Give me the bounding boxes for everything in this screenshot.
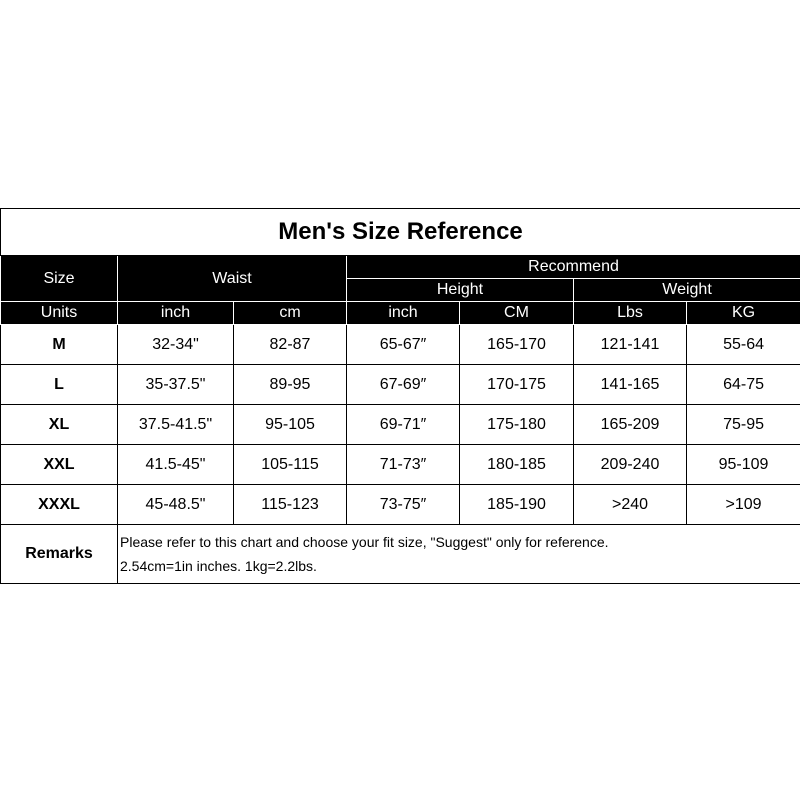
size-chart (0, 208, 800, 591)
height-inch-cell: 67-69″ (347, 365, 460, 405)
unit-waist-inch: inch (118, 302, 234, 325)
unit-weight-kg: KG (687, 302, 800, 325)
table-row (1, 365, 800, 405)
page-title: Men's Size Reference (1, 209, 800, 256)
header-size: Size (1, 256, 118, 302)
unit-weight-lbs: Lbs (574, 302, 687, 325)
remarks-line-1: Please refer to this chart and choose your fit size, "Suggest" only for reference. (120, 534, 609, 550)
waist-cm-cell: 95-105 (234, 405, 347, 445)
table-row (1, 445, 800, 485)
height-cm-cell: 180-185 (460, 445, 574, 485)
height-cm-cell: 170-175 (460, 365, 574, 405)
weight-lbs-cell: 121-141 (574, 325, 687, 365)
header-waist: Waist (118, 256, 347, 302)
unit-height-inch: inch (347, 302, 460, 325)
waist-inch-cell: 45-48.5" (118, 485, 234, 525)
size-cell: L (1, 365, 118, 405)
weight-lbs-cell: 141-165 (574, 365, 687, 405)
table-row (1, 485, 800, 525)
height-cm-cell: 165-170 (460, 325, 574, 365)
size-cell: M (1, 325, 118, 365)
table-row (1, 405, 800, 445)
height-inch-cell: 73-75″ (347, 485, 460, 525)
waist-inch-cell: 37.5-41.5" (118, 405, 234, 445)
height-cm-cell: 175-180 (460, 405, 574, 445)
weight-lbs-cell: 165-209 (574, 405, 687, 445)
header-weight: Weight (574, 279, 800, 302)
waist-cm-cell: 105-115 (234, 445, 347, 485)
waist-inch-cell: 35-37.5" (118, 365, 234, 405)
unit-height-cm: CM (460, 302, 574, 325)
waist-inch-cell: 32-34" (118, 325, 234, 365)
table-row (1, 325, 800, 365)
remarks-label: Remarks (1, 525, 118, 584)
size-cell: XXL (1, 445, 118, 485)
weight-kg-cell: 55-64 (687, 325, 800, 365)
weight-lbs-cell: >240 (574, 485, 687, 525)
height-cm-cell: 185-190 (460, 485, 574, 525)
size-cell: XXXL (1, 485, 118, 525)
weight-kg-cell: >109 (687, 485, 800, 525)
weight-kg-cell: 64-75 (687, 365, 800, 405)
waist-cm-cell: 82-87 (234, 325, 347, 365)
header-recommend: Recommend (347, 256, 800, 279)
header-height: Height (347, 279, 574, 302)
height-inch-cell: 65-67″ (347, 325, 460, 365)
height-inch-cell: 71-73″ (347, 445, 460, 485)
height-inch-cell: 69-71″ (347, 405, 460, 445)
weight-kg-cell: 75-95 (687, 405, 800, 445)
size-table (0, 208, 800, 584)
weight-kg-cell: 95-109 (687, 445, 800, 485)
waist-cm-cell: 115-123 (234, 485, 347, 525)
weight-lbs-cell: 209-240 (574, 445, 687, 485)
remarks-line-2: 2.54cm=1in inches. 1kg=2.2lbs. (120, 558, 317, 574)
size-cell: XL (1, 405, 118, 445)
remarks-row (1, 525, 800, 584)
header-units-label: Units (1, 302, 118, 325)
waist-cm-cell: 89-95 (234, 365, 347, 405)
unit-waist-cm: cm (234, 302, 347, 325)
waist-inch-cell: 41.5-45" (118, 445, 234, 485)
remarks-text (118, 525, 800, 584)
